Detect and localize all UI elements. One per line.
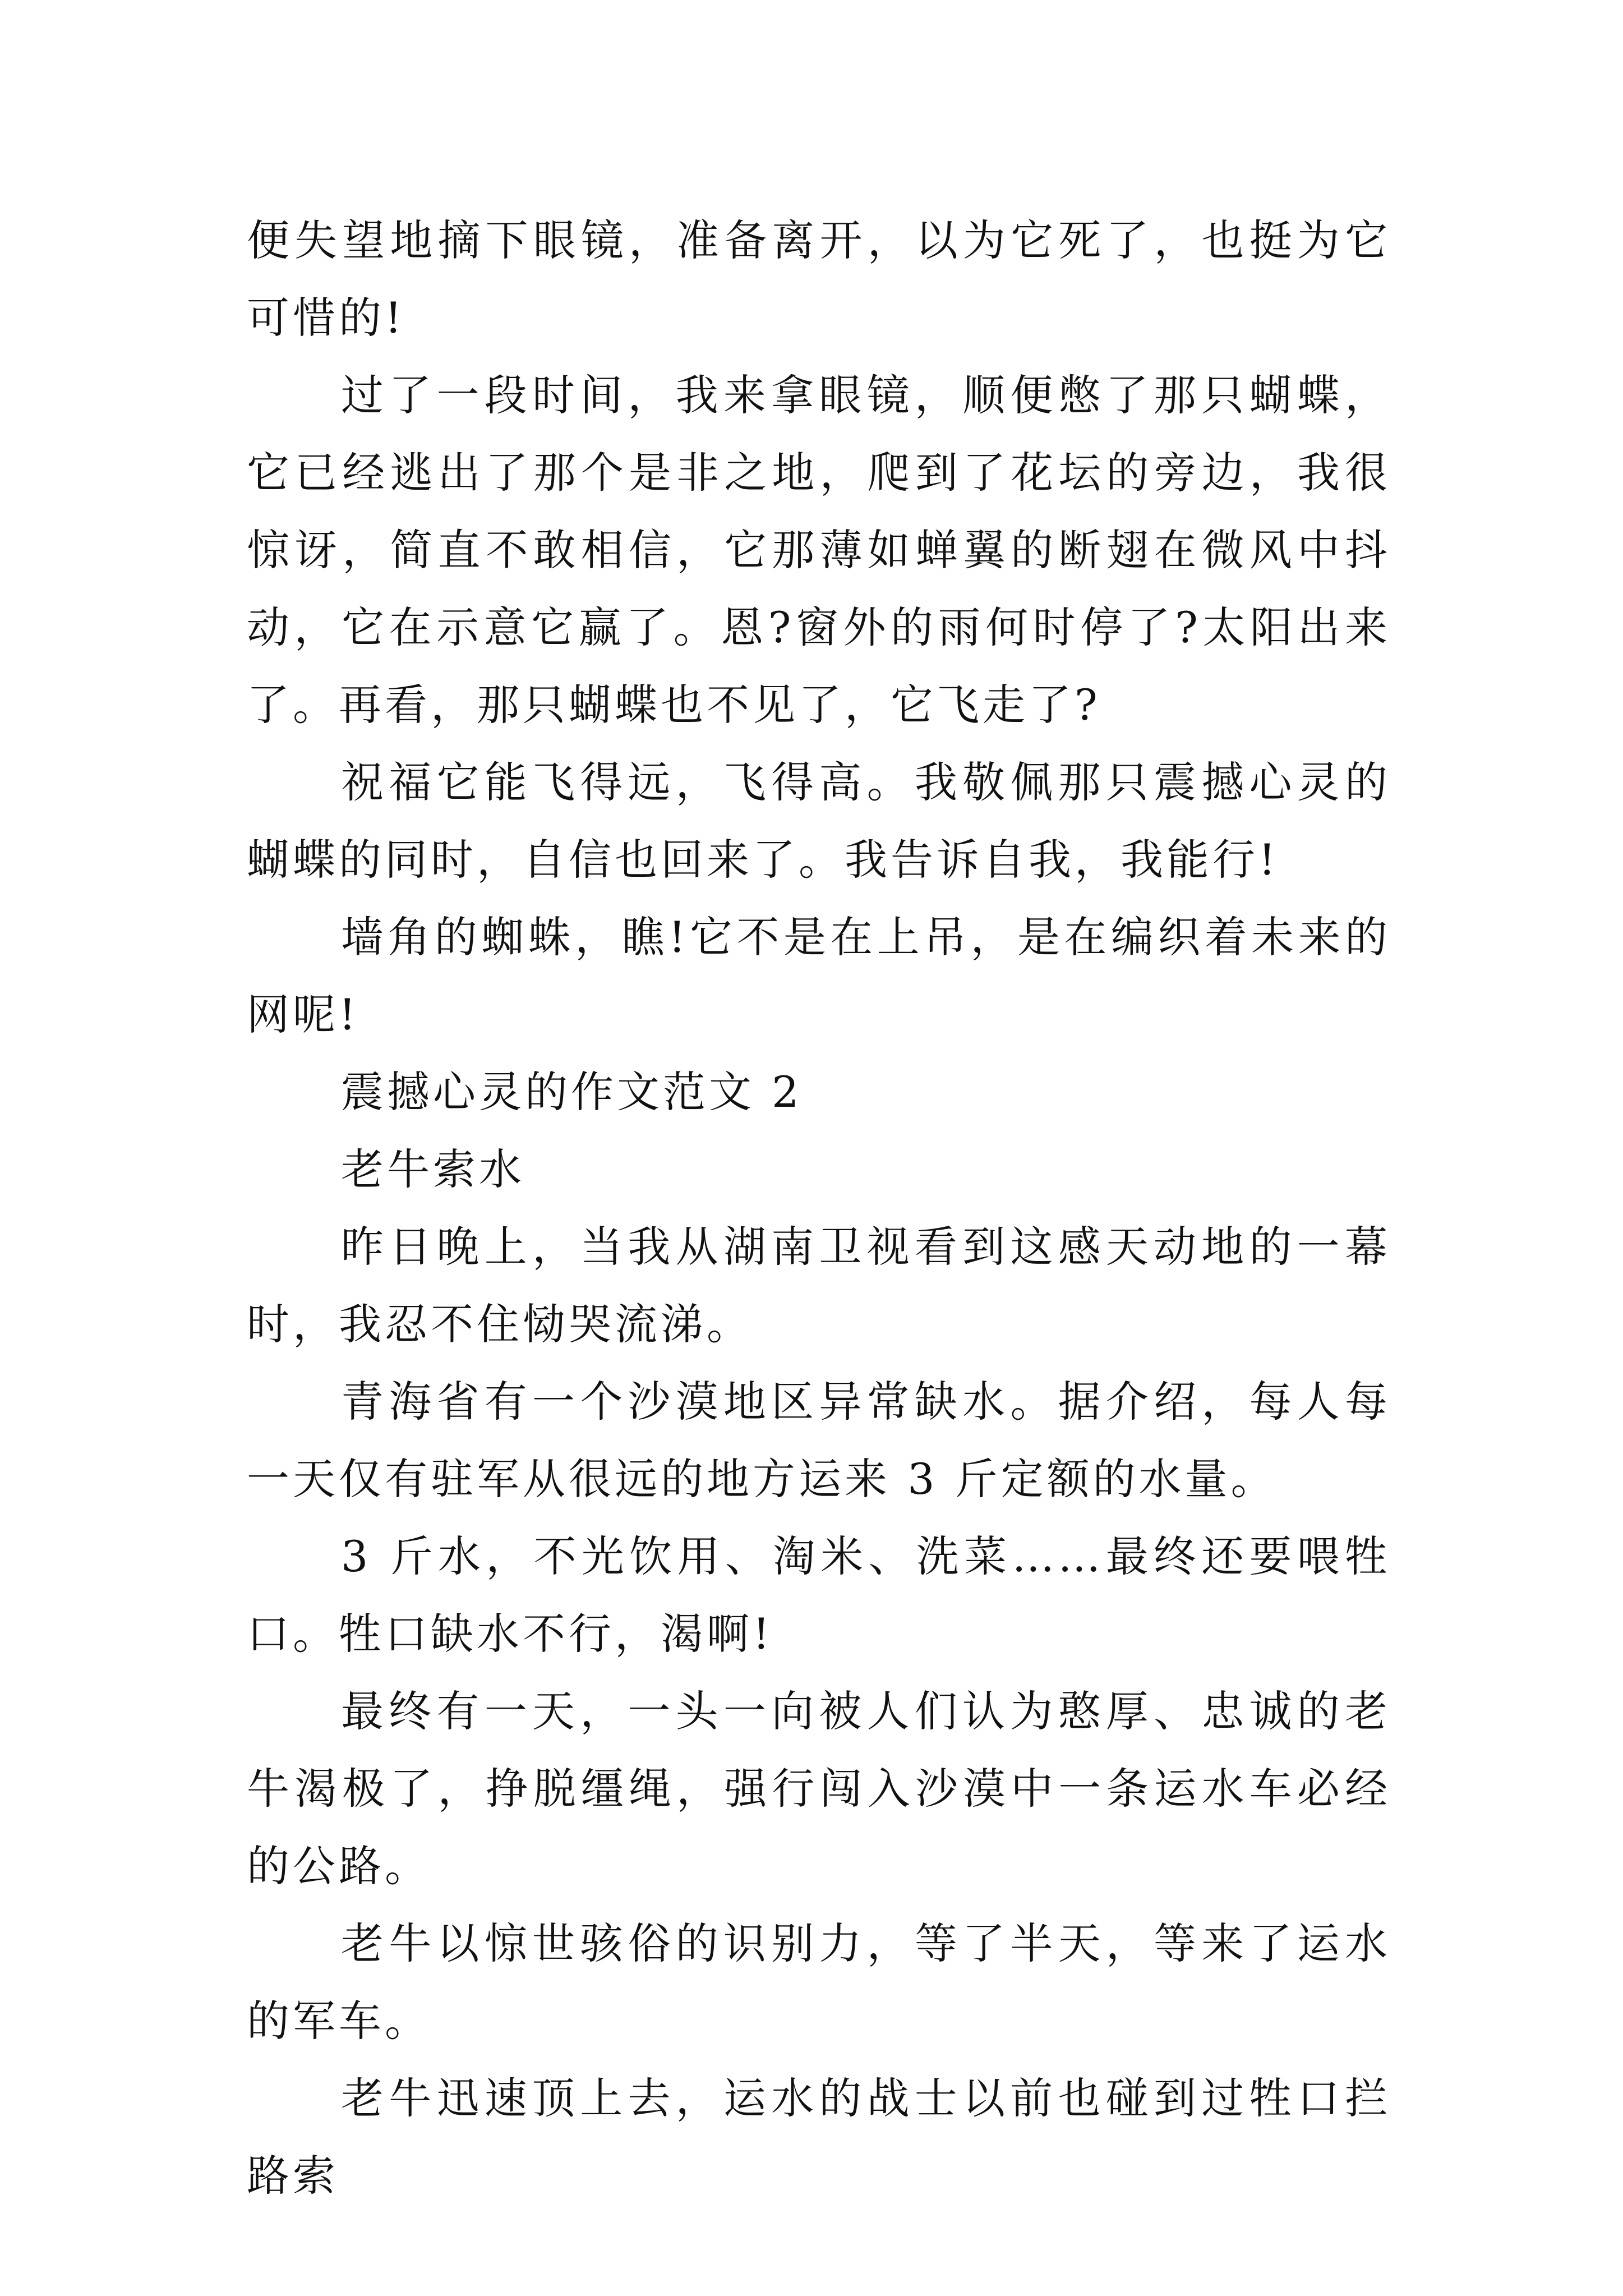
paragraph: 昨日晚上，当我从湖南卫视看到这感天动地的一幕时，我忍不住恸哭流涕。 bbox=[247, 1222, 1391, 1349]
paragraph: 青海省有一个沙漠地区异常缺水。据介绍，每人每一天仅有驻军从很远的地方运来 3 斤定额的水量。 bbox=[247, 1377, 1391, 1504]
paragraph: 墙角的蜘蛛，瞧!它不是在上吊，是在编织着未来的网呢! bbox=[247, 912, 1391, 1039]
section-title: 震撼心灵的作文范文 2 bbox=[341, 1067, 803, 1117]
essay-title: 老牛索水 bbox=[341, 1144, 525, 1194]
document-body bbox=[247, 202, 1391, 2215]
paragraph: 过了一段时间，我来拿眼镜，顺便憋了那只蝴蝶，它已经逃出了那个是非之地，爬到了花坛的旁边，我很惊讶，简直不敢相信，它那薄如蝉翼的断翅在微风中抖动，它在示意它赢了。恩?窗外的雨何时停了?太阳出来了。再看，那只蝴蝶也不见了，它飞走了? bbox=[247, 370, 1391, 730]
paragraph: 老牛迅速顶上去，运水的战士以前也碰到过牲口拦路索 bbox=[247, 2073, 1391, 2201]
paragraph: 老牛以惊世骇俗的识别力，等了半天，等来了运水的军车。 bbox=[247, 1918, 1391, 2046]
paragraph: 3 斤水，不光饮用、淘米、洗菜……最终还要喂牲口。牲口缺水不行，渴啊! bbox=[247, 1531, 1391, 1659]
paragraph: 最终有一天，一头一向被人们认为憨厚、忠诚的老牛渴极了，挣脱缰绳，强行闯入沙漠中一条运水车必经的公路。 bbox=[247, 1686, 1391, 1891]
paragraph: 便失望地摘下眼镜，准备离开，以为它死了，也挺为它可惜的! bbox=[247, 215, 1391, 343]
paragraph: 祝福它能飞得远，飞得高。我敬佩那只震撼心灵的蝴蝶的同时，自信也回来了。我告诉自我，我能行! bbox=[247, 757, 1391, 885]
